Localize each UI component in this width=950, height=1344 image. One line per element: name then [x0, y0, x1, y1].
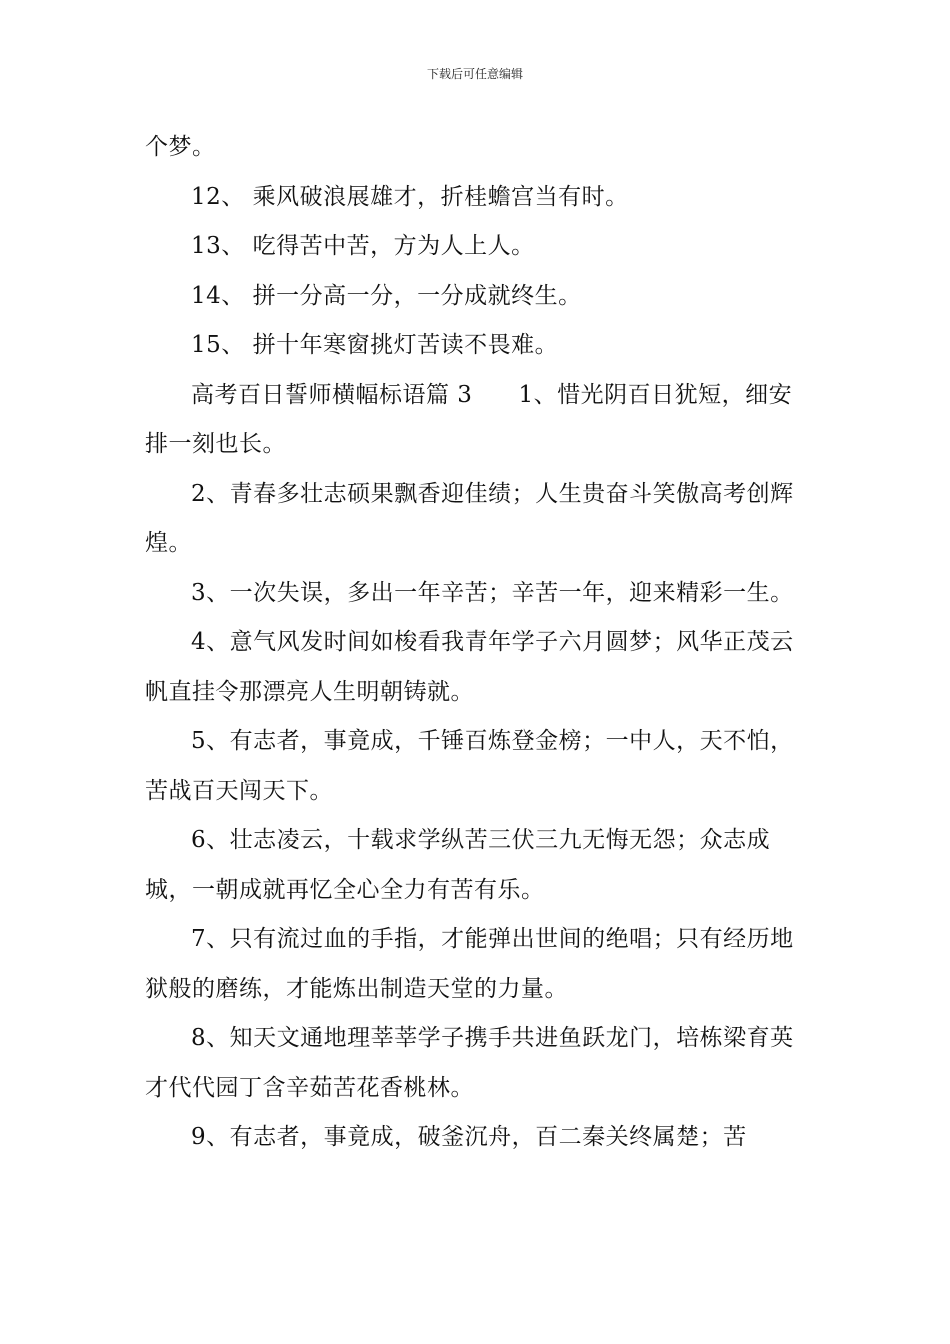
document-body — [145, 123, 810, 1163]
list-item: 2、青春多壮志硕果飘香迎佳绩；人生贵奋斗笑傲高考创辉煌。 — [145, 480, 794, 556]
list-item: 12、 乘风破浪展雄才，折桂蟾宫当有时。 — [191, 183, 629, 210]
paragraph: 个梦。 — [145, 134, 216, 160]
list-item: 9、有志者，事竟成，破釜沉舟，百二秦关终属楚；苦 — [191, 1124, 747, 1150]
list-item: 6、壮志凌云，十载求学纵苦三伏三九无悔无怨；众志成城，一朝成就再忆全心全力有苦有乐。 — [145, 827, 771, 903]
list-item: 14、 拼一分高一分，一分成就终生。 — [191, 282, 582, 309]
list-item: 8、知天文通地理莘莘学子携手共进鱼跃龙门，培栋梁育英才代代园丁含辛茹苦花香桃林。 — [145, 1025, 794, 1101]
section-paragraph — [145, 371, 810, 470]
list-item: 4、意气风发时间如梭看我青年学子六月圆梦；风华正茂云帆直挂令那漂亮人生明朝铸就。 — [145, 629, 794, 705]
list-item: 3、一次失误，多出一年辛苦；辛苦一年，迎来精彩一生。 — [191, 579, 794, 606]
list-item: 15、 拼十年寒窗挑灯苦读不畏难。 — [191, 332, 559, 358]
list-item: 7、只有流过血的手指，才能弹出世间的绝唱；只有经历地狱般的磨练，才能炼出制造天堂的力量。 — [145, 926, 794, 1002]
list-item: 5、有志者，事竟成，千锤百炼登金榜；一中人，天不怕，苦战百天闯天下。 — [145, 728, 794, 804]
list-item: 13、 吃得苦中苦，方为人上人。 — [191, 233, 535, 259]
list-item: 1、惜光阴百日犹短，细安排一刻也长。 — [145, 381, 793, 457]
page-header: 下载后可任意编辑 — [426, 67, 523, 81]
section-title: 高考百日誓师横幅标语篇 3 — [191, 381, 473, 408]
